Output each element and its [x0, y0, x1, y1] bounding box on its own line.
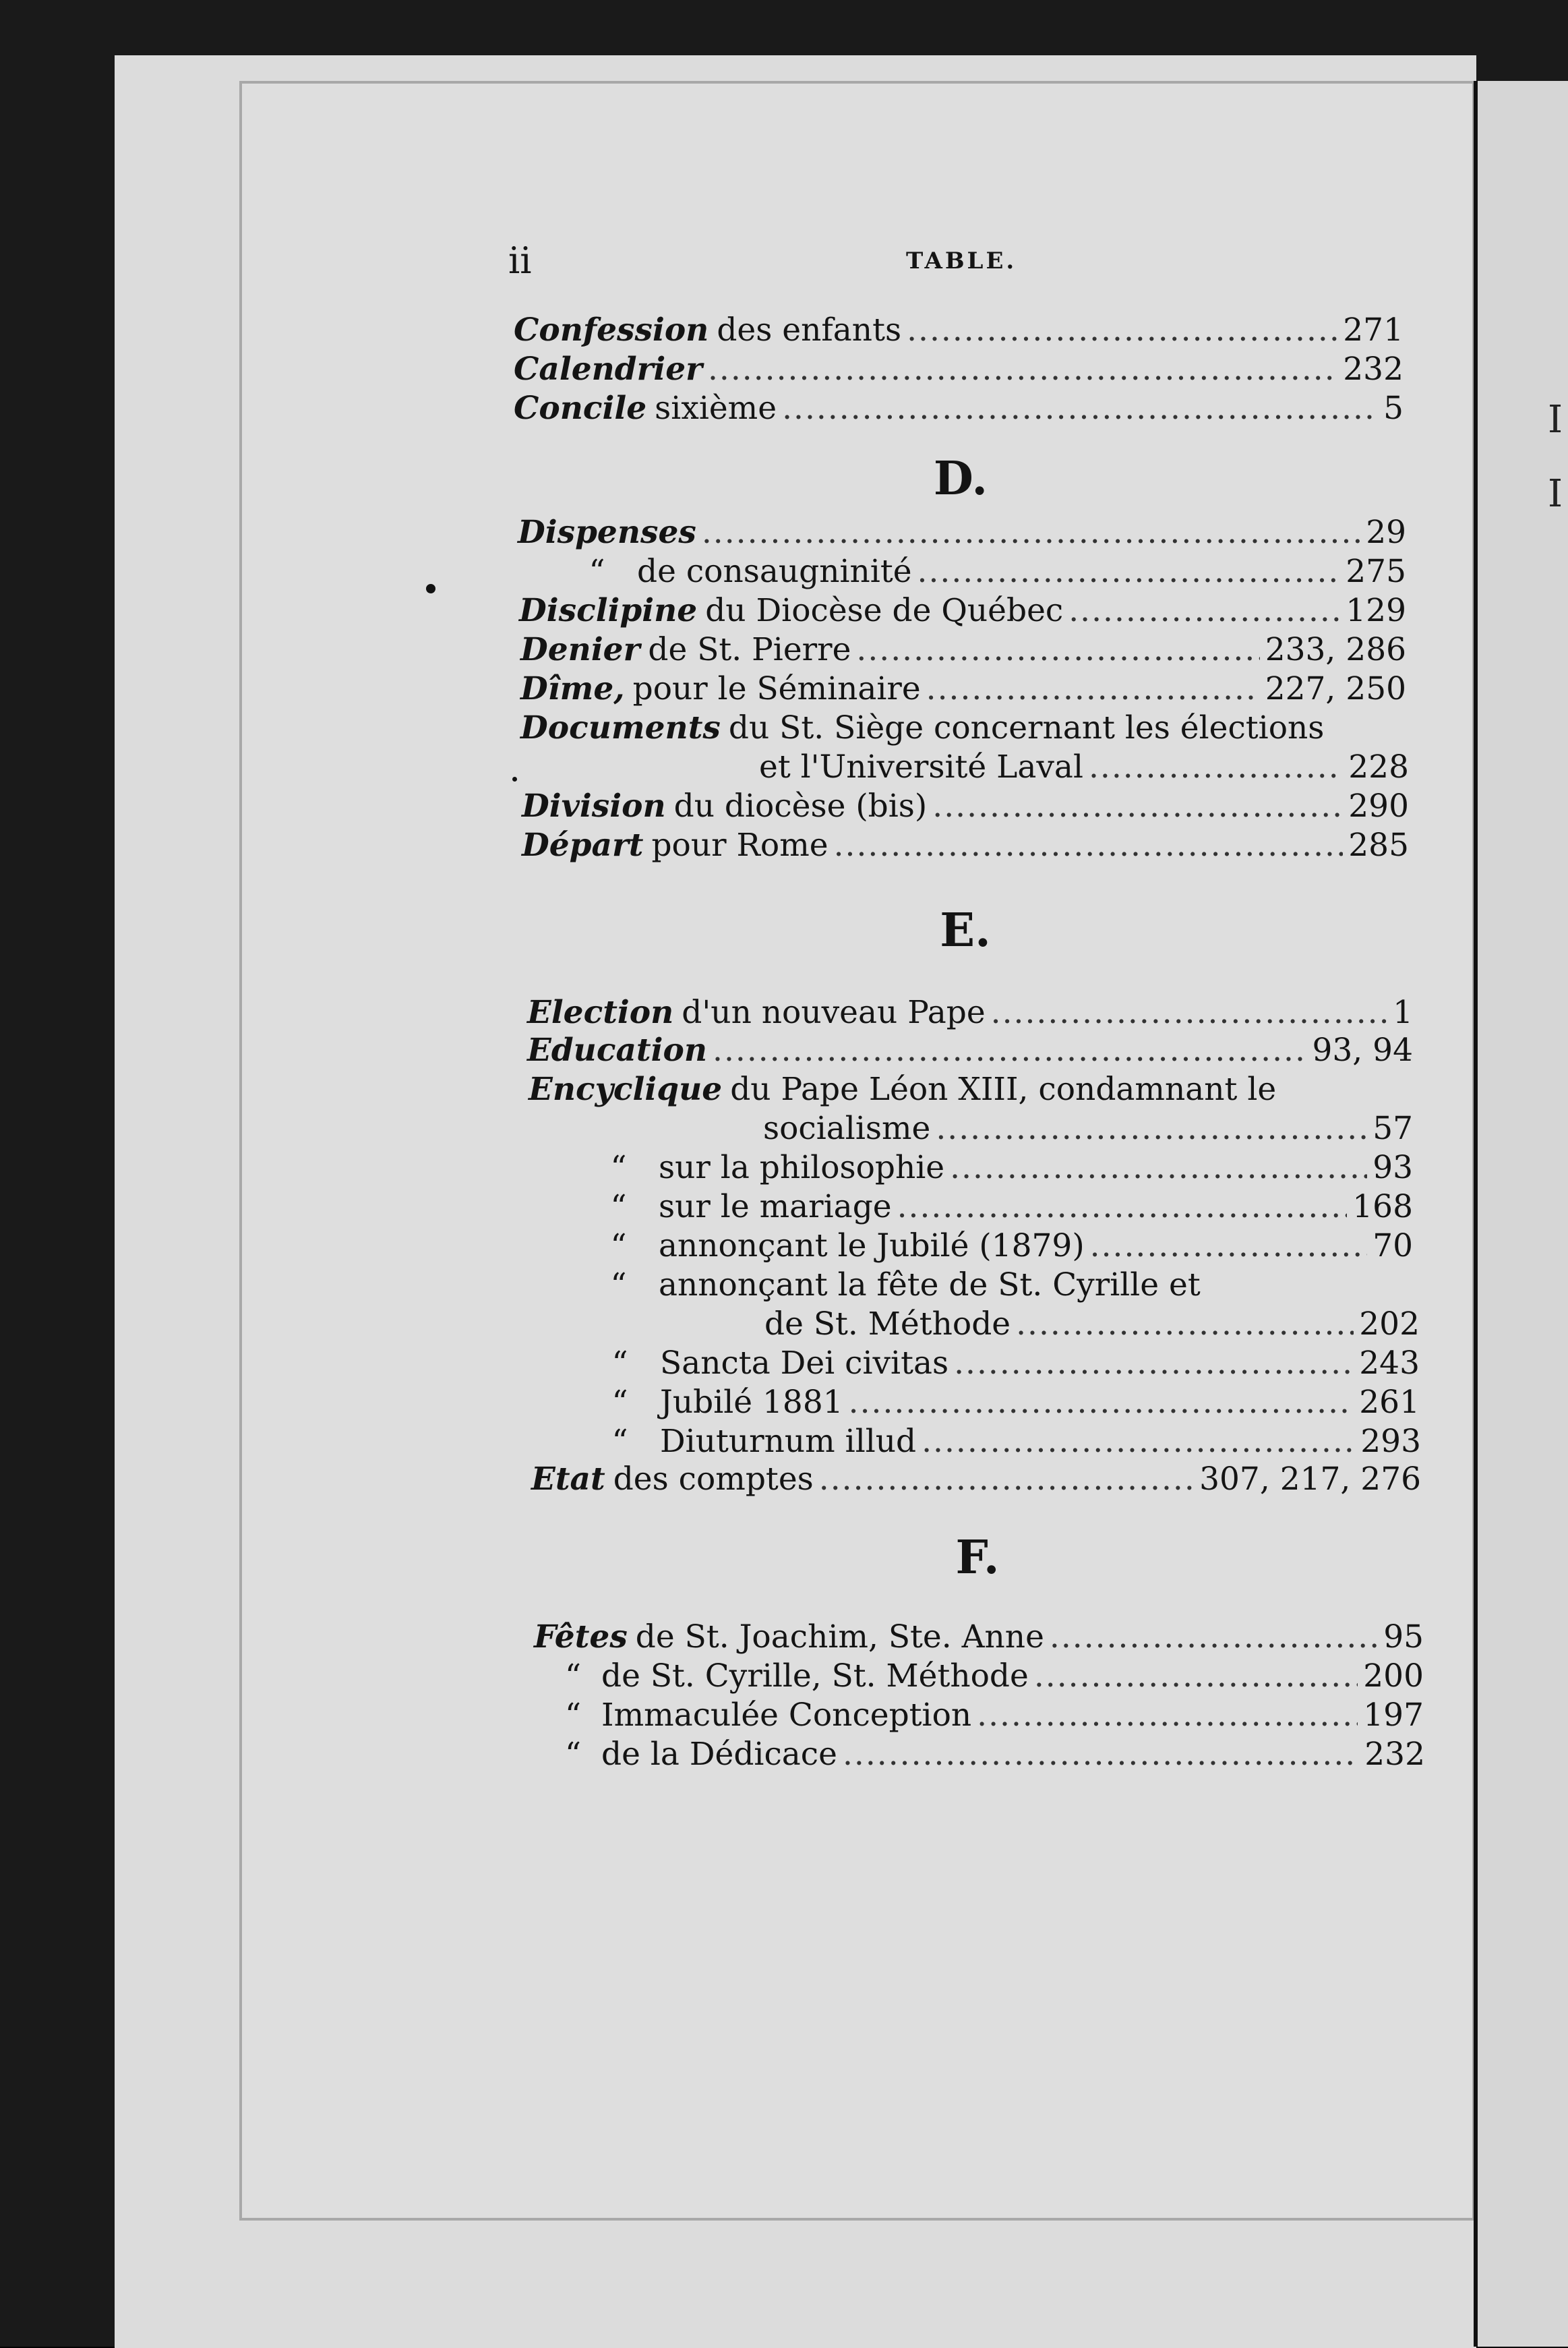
page-header	[508, 239, 1017, 293]
dot-leader	[932, 788, 1343, 825]
ditto-mark: “	[610, 1266, 627, 1303]
entry-term: Dispenses	[518, 514, 696, 551]
ditto-mark: “	[589, 553, 605, 590]
entry-text: pour le Séminaire	[632, 670, 921, 707]
dot-leader	[1068, 592, 1340, 629]
entry-text: sur la philosophie	[659, 1149, 945, 1186]
entry-pages: 261	[1359, 1384, 1420, 1421]
entry-text: du St. Siège concernant les élections	[728, 709, 1325, 746]
dot-leader	[926, 670, 1260, 707]
dot-leader	[1089, 749, 1343, 786]
entry-pages: 271	[1343, 312, 1404, 349]
dot-leader	[917, 553, 1341, 590]
dot-leader	[1090, 1227, 1368, 1264]
index-entry	[534, 1618, 1424, 1657]
index-entry	[553, 1736, 1425, 1775]
ditto-mark: “	[611, 1423, 628, 1460]
entry-text: des comptes	[613, 1461, 814, 1498]
entry-pages: 285	[1348, 827, 1409, 864]
entry-term: Election	[527, 994, 674, 1031]
entry-text: de consaugninité	[637, 553, 912, 590]
entry-text: Immaculée Conception	[601, 1697, 972, 1734]
entry-pages: 228	[1348, 749, 1409, 786]
entry-pages: 307, 217, 276	[1199, 1461, 1421, 1498]
entry-term: Fêtes	[534, 1618, 628, 1655]
dot-leader	[991, 994, 1387, 1031]
dot-leader	[856, 631, 1259, 668]
entry-text: des enfants	[717, 312, 902, 349]
entry-pages: 275	[1346, 553, 1406, 590]
entry-text: de St. Méthode	[764, 1305, 1011, 1343]
index-entry	[586, 1188, 1413, 1227]
entry-term: Dîme,	[520, 670, 625, 707]
dot-leader	[907, 312, 1337, 349]
stray-dot	[512, 777, 517, 782]
entry-text: du Diocèse de Québec	[705, 592, 1064, 629]
entry-term: Etat	[531, 1461, 605, 1498]
entry-pages: 95	[1383, 1618, 1424, 1655]
entry-term: Documents	[520, 709, 721, 746]
entry-term: Education	[527, 1032, 708, 1069]
dot-leader	[922, 1423, 1355, 1460]
entry-text: de St. Pierre	[648, 631, 851, 668]
ditto-mark: “	[564, 1697, 582, 1734]
dot-leader	[954, 1345, 1354, 1382]
index-entry	[755, 1110, 1413, 1149]
entry-pages: 233, 286	[1265, 631, 1406, 668]
index-entry	[586, 1227, 1413, 1266]
index-entry	[586, 1266, 1413, 1305]
dot-leader	[1034, 1657, 1358, 1695]
entry-term: Disclipine	[519, 592, 698, 629]
ditto-mark: “	[610, 1227, 627, 1264]
index-entry	[531, 1461, 1421, 1500]
entry-pages: 5	[1383, 390, 1404, 427]
dot-leader	[782, 390, 1378, 427]
entry-text: du Pape Léon XIII, condamnant le	[730, 1071, 1277, 1108]
index-entry	[588, 1384, 1420, 1423]
running-title: TABLE.	[906, 247, 1017, 274]
index-entry	[519, 592, 1406, 631]
section-letter-d: D.	[933, 452, 988, 506]
entry-text: socialisme	[763, 1110, 931, 1147]
ditto-mark: “	[564, 1736, 582, 1773]
entry-pages: 243	[1359, 1345, 1420, 1382]
index-entry	[751, 749, 1409, 788]
entry-pages: 70	[1373, 1227, 1413, 1264]
entry-text: Diuturnum illud	[660, 1423, 917, 1460]
entry-pages: 232	[1343, 351, 1404, 388]
entry-pages: 290	[1348, 788, 1409, 825]
index-entry	[520, 670, 1406, 709]
index-entry	[527, 1032, 1413, 1071]
index-entry	[522, 827, 1409, 866]
entry-pages: 1	[1393, 994, 1413, 1031]
index-entry	[565, 553, 1406, 592]
entry-pages: 93, 94	[1312, 1032, 1413, 1069]
dot-leader	[936, 1110, 1367, 1147]
page-number: ii	[508, 239, 532, 282]
index-entry	[588, 1345, 1420, 1384]
entry-term: Départ	[522, 827, 644, 864]
entry-pages: 197	[1363, 1697, 1424, 1734]
dot-leader	[977, 1697, 1358, 1734]
dot-leader	[702, 514, 1360, 551]
entry-text: Sancta Dei civitas	[660, 1345, 949, 1382]
dot-leader	[897, 1188, 1348, 1225]
entry-term: Division	[522, 788, 666, 825]
section-letter-e: E.	[940, 904, 991, 958]
adjacent-page-glyph: I	[1548, 398, 1563, 442]
entry-pages: 200	[1363, 1657, 1424, 1695]
dot-leader	[849, 1384, 1354, 1421]
dot-leader	[819, 1461, 1194, 1498]
entry-text: annonçant le Jubilé (1879)	[659, 1227, 1085, 1264]
index-entry	[514, 312, 1404, 351]
index-entry	[514, 390, 1404, 429]
entry-text: de la Dédicace	[601, 1736, 837, 1773]
entry-term: Denier	[520, 631, 640, 668]
entry-text: sur le mariage	[659, 1188, 892, 1225]
index-entry	[586, 1149, 1413, 1188]
entry-text: annonçant la fête de St. Cyrille et	[659, 1266, 1201, 1303]
index-entry	[518, 514, 1406, 553]
dot-leader	[1050, 1618, 1378, 1655]
entry-term: Encyclique	[529, 1071, 723, 1108]
index-entry	[520, 631, 1406, 670]
entry-pages: 129	[1346, 592, 1406, 629]
entry-text: et l'Université Laval	[759, 749, 1083, 786]
entry-pages: 93	[1373, 1149, 1413, 1186]
entry-text: du diocèse (bis)	[673, 788, 928, 825]
ditto-mark: “	[610, 1188, 627, 1225]
entry-term: Calendrier	[514, 351, 702, 388]
ditto-mark: “	[610, 1149, 627, 1186]
index-entry	[529, 1071, 1413, 1110]
dot-leader	[843, 1736, 1359, 1773]
index-entry	[527, 994, 1413, 1033]
entry-text: Jubilé 1881	[660, 1384, 843, 1421]
dot-leader	[950, 1149, 1367, 1186]
section-letter-f: F.	[955, 1531, 1000, 1585]
entry-text: de St. Cyrille, St. Méthode	[601, 1657, 1029, 1695]
index-entry	[514, 351, 1404, 390]
stray-dot	[426, 584, 435, 593]
dot-leader	[834, 827, 1344, 864]
entry-text: d'un nouveau Pape	[682, 994, 986, 1031]
dot-leader	[1016, 1305, 1354, 1343]
entry-term: Confession	[514, 312, 709, 349]
dot-leader	[713, 1032, 1306, 1069]
entry-term: Concile	[514, 390, 647, 427]
entry-pages: 29	[1366, 514, 1406, 551]
entry-text: pour Rome	[651, 827, 828, 864]
index-entry	[756, 1305, 1420, 1345]
entry-pages: 202	[1359, 1305, 1420, 1343]
ditto-mark: “	[611, 1345, 628, 1382]
entry-pages: 168	[1352, 1188, 1413, 1225]
entry-pages: 57	[1373, 1110, 1413, 1147]
index-entry	[553, 1657, 1424, 1697]
index-entry	[520, 709, 1410, 749]
index-entry	[522, 788, 1409, 827]
ditto-mark: “	[611, 1384, 628, 1421]
entry-pages: 227, 250	[1265, 670, 1406, 707]
index-entry	[588, 1423, 1421, 1462]
entry-pages: 293	[1360, 1423, 1421, 1460]
ditto-mark: “	[564, 1657, 582, 1695]
adjacent-page-glyph: I	[1548, 472, 1563, 516]
index-entry	[553, 1697, 1424, 1736]
dot-leader	[708, 351, 1337, 388]
entry-pages: 232	[1364, 1736, 1425, 1773]
entry-text: de St. Joachim, Ste. Anne	[635, 1618, 1044, 1655]
entry-text: sixième	[655, 390, 777, 427]
